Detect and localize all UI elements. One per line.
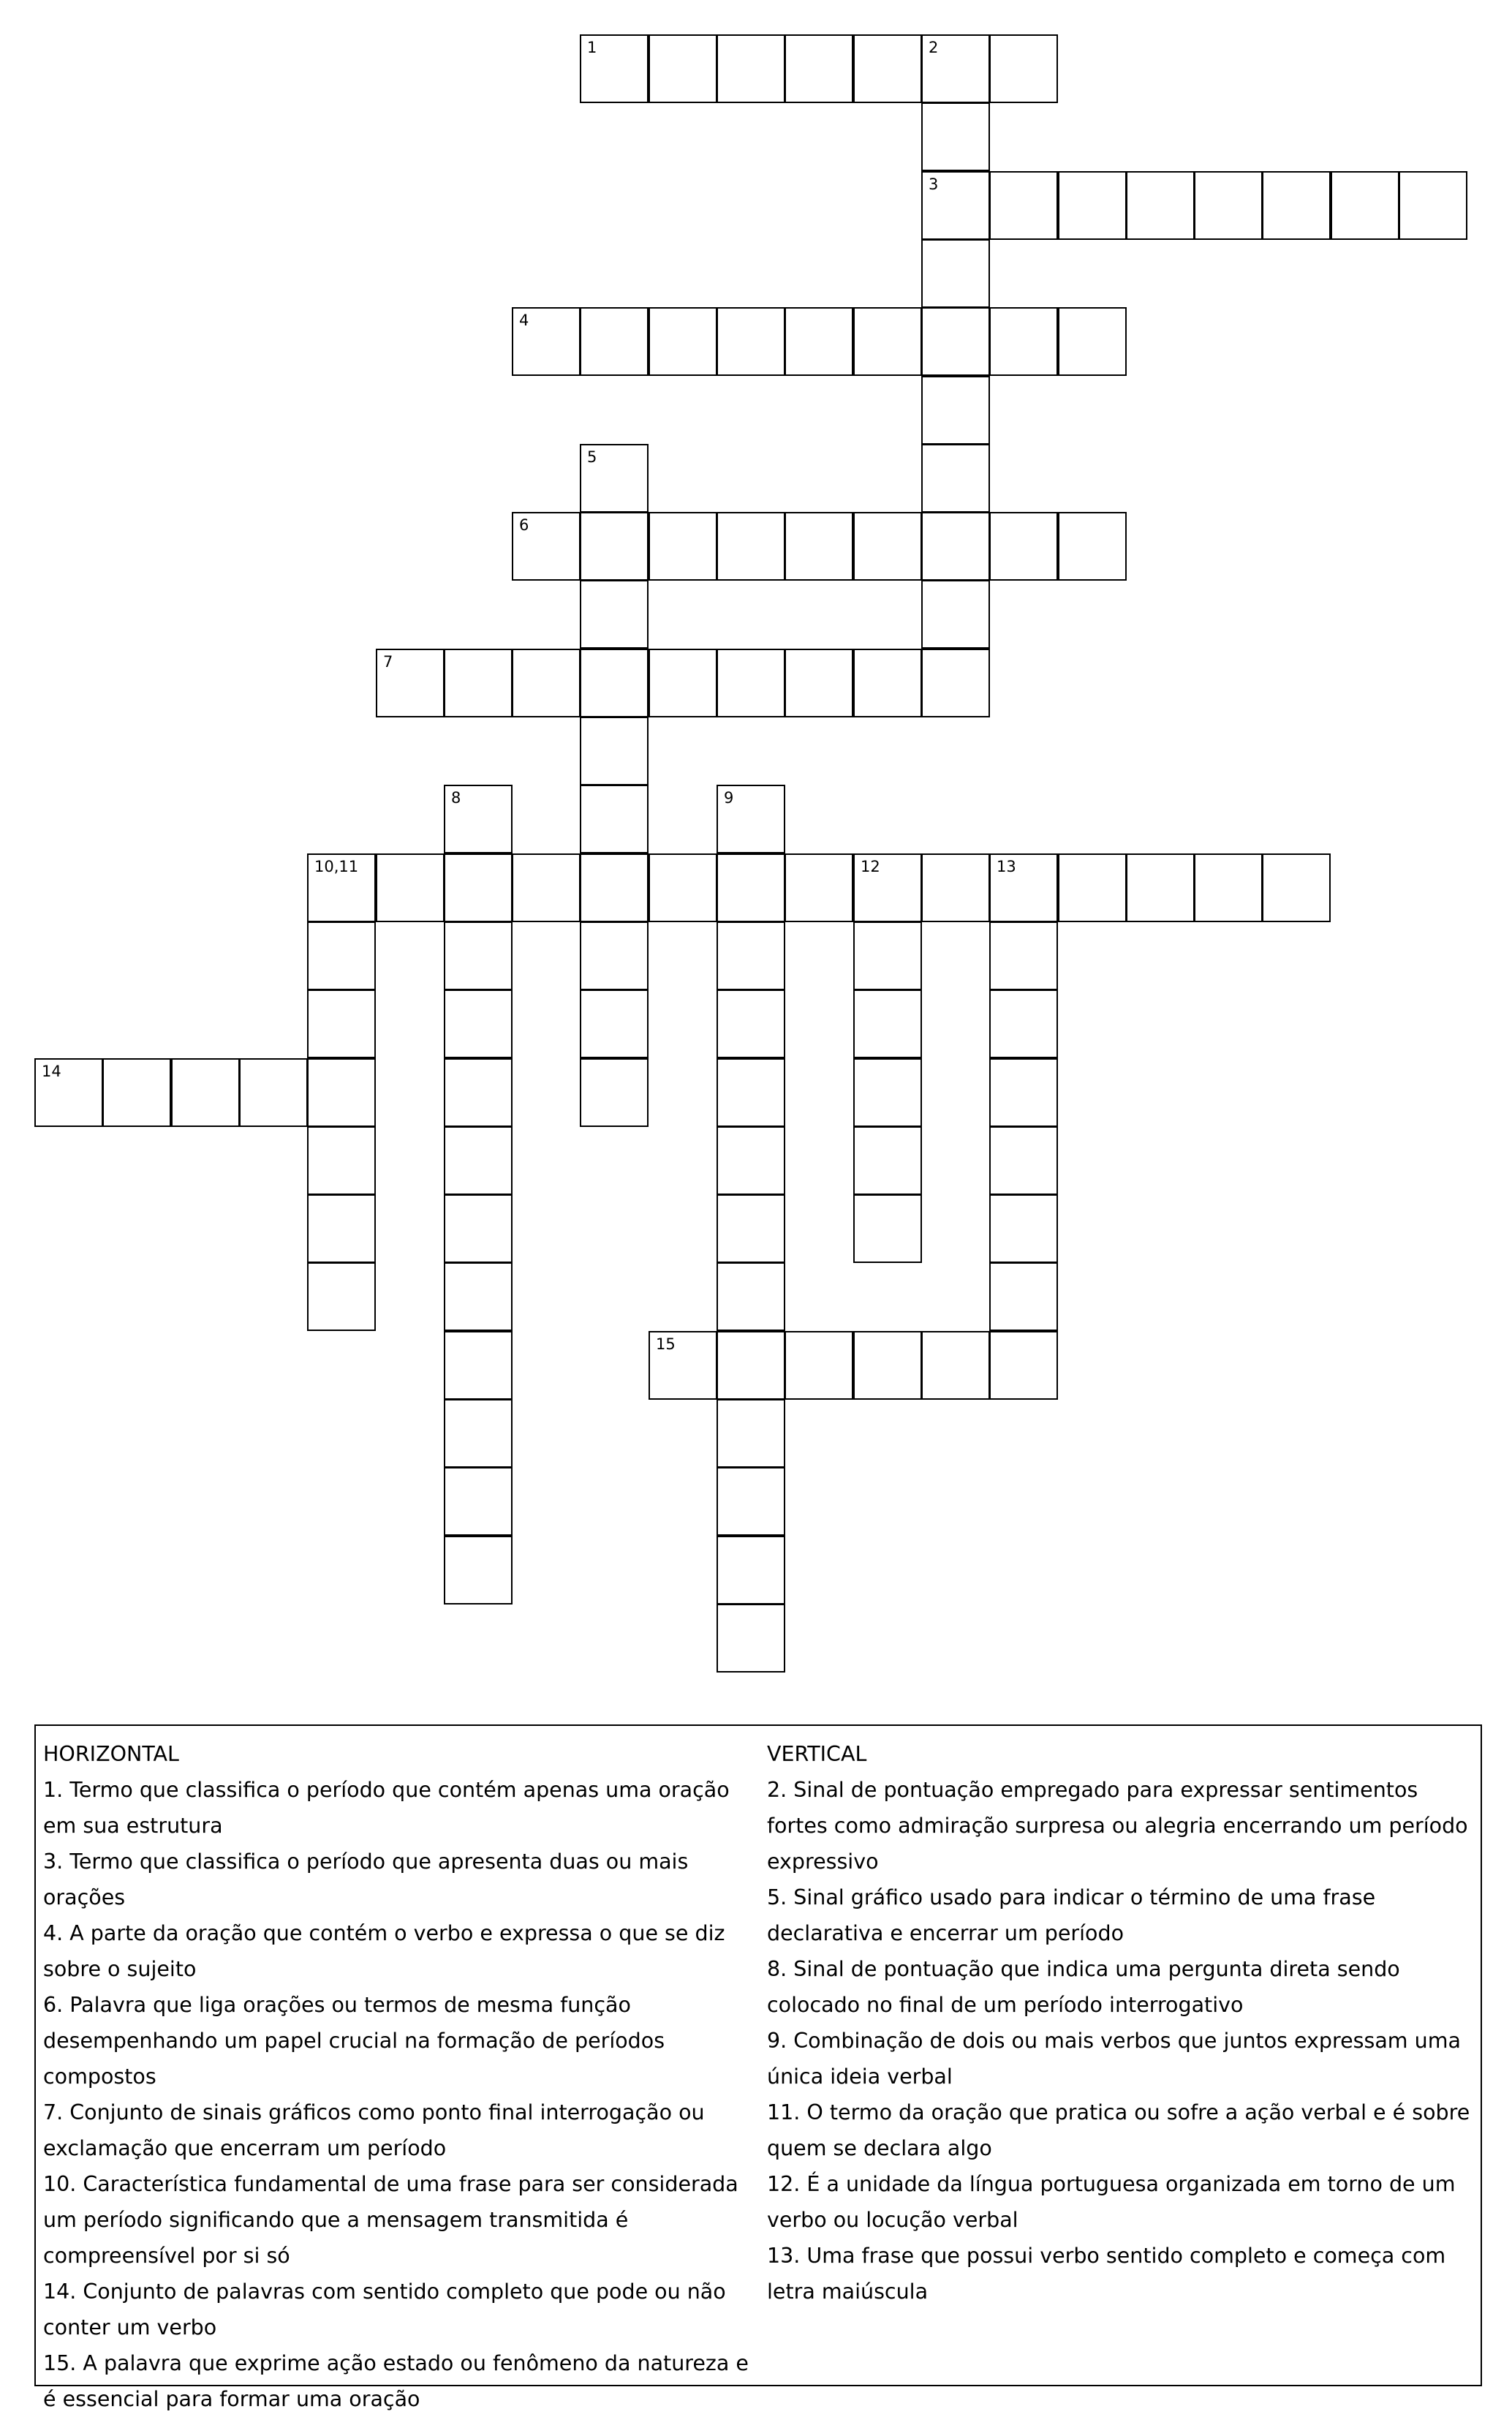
crossword-cell[interactable] — [785, 853, 853, 922]
crossword-cell[interactable] — [1058, 512, 1127, 581]
clue-number: 15 — [656, 1335, 676, 1353]
crossword-cell[interactable] — [444, 1467, 513, 1536]
crossword-cell[interactable] — [717, 785, 785, 853]
clue-number: 14 — [42, 1063, 61, 1080]
crossword-cell[interactable] — [307, 853, 376, 922]
clue-number: 3 — [929, 176, 939, 193]
clue-number: 6 — [519, 516, 529, 534]
crossword-cell[interactable] — [34, 1058, 103, 1127]
clue-across-3: 3. Termo que classifica o período que apresenta duas ou mais orações — [43, 1849, 689, 1909]
clue-across-6: 6. Palavra que liga orações ou termos de mesma função desempenhando um papel crucial na formação de períodos compostos — [43, 1993, 665, 2089]
crossword-cell[interactable] — [580, 444, 649, 513]
crossword-cell[interactable] — [649, 512, 717, 581]
crossword-cell[interactable] — [580, 785, 649, 853]
crossword-cell[interactable] — [989, 1194, 1058, 1263]
crossword-cell[interactable] — [102, 1058, 171, 1127]
crossword-cell[interactable] — [785, 307, 853, 376]
crossword-cell[interactable] — [444, 649, 513, 717]
crossword-cell[interactable] — [921, 580, 990, 649]
clue-across-15: 15. A palavra que exprime ação estado ou fenômeno da natureza e é essencial para formar uma oração — [43, 2351, 749, 2411]
crossword-cell[interactable] — [921, 376, 990, 445]
clue-number: 10,11 — [314, 858, 359, 875]
crossword-cell[interactable] — [853, 649, 922, 717]
clue-number: 8 — [451, 789, 461, 807]
clue-down-5: 5. Sinal gráfico usado para indicar o término de uma frase declarativa e encerrar um período — [767, 1885, 1376, 1945]
clue-number: 5 — [587, 448, 597, 466]
crossword-cell[interactable] — [785, 649, 853, 717]
crossword-cell[interactable] — [717, 1331, 785, 1400]
crossword-cell[interactable] — [921, 102, 990, 171]
crossword-cell[interactable] — [649, 649, 717, 717]
crossword-cell[interactable] — [580, 717, 649, 785]
crossword-cell[interactable] — [921, 239, 990, 308]
crossword-cell[interactable] — [444, 853, 513, 922]
crossword-cell[interactable] — [444, 1262, 513, 1331]
crossword-cell[interactable] — [580, 512, 649, 581]
crossword-cell[interactable] — [921, 34, 990, 103]
crossword-cell[interactable] — [717, 1467, 785, 1536]
clue-across-1: 1. Termo que classifica o período que contém apenas uma oração em sua estrutura — [43, 1778, 730, 1838]
crossword-cell[interactable] — [444, 1058, 513, 1127]
crossword-cell[interactable] — [1262, 171, 1331, 240]
crossword-cell[interactable] — [580, 649, 649, 717]
crossword-cell[interactable] — [785, 512, 853, 581]
crossword-cell[interactable] — [717, 1058, 785, 1127]
crossword-cell[interactable] — [307, 989, 376, 1058]
crossword-cell[interactable] — [1399, 171, 1467, 240]
crossword-cell[interactable] — [444, 1126, 513, 1195]
crossword-cell[interactable] — [580, 921, 649, 990]
crossword-cell[interactable] — [444, 1399, 513, 1468]
crossword-cell[interactable] — [853, 921, 922, 990]
crossword-cell[interactable] — [853, 853, 922, 922]
crossword-cell[interactable] — [989, 307, 1058, 376]
crossword-cell[interactable] — [717, 1126, 785, 1195]
crossword-cell[interactable] — [921, 171, 990, 240]
crossword-cell[interactable] — [717, 1604, 785, 1673]
crossword-cell[interactable] — [444, 921, 513, 990]
crossword-cell[interactable] — [307, 921, 376, 990]
crossword-cell[interactable] — [1126, 853, 1195, 922]
crossword-cell[interactable] — [512, 649, 581, 717]
clue-down-2: 2. Sinal de pontuação empregado para expressar sentimentos fortes como admiração surpresa ou alegria encerrando um período expressivo — [767, 1778, 1468, 1874]
crossword-cell[interactable] — [649, 1331, 717, 1400]
crossword-cell[interactable] — [1058, 307, 1127, 376]
crossword-cell[interactable] — [853, 989, 922, 1058]
crossword-cell[interactable] — [580, 307, 649, 376]
crossword-cell[interactable] — [444, 785, 513, 853]
crossword-cell[interactable] — [989, 1058, 1058, 1127]
clue-down-11: 11. O termo da oração que pratica ou sofre a ação verbal e é sobre quem se declara algo — [767, 2100, 1470, 2160]
crossword-cell[interactable] — [717, 921, 785, 990]
clue-down-9: 9. Combinação de dois ou mais verbos que juntos expressam uma única ideia verbal — [767, 2029, 1461, 2089]
crossword-cell[interactable] — [376, 649, 445, 717]
crossword-cell[interactable] — [853, 1194, 922, 1263]
clue-down-8: 8. Sinal de pontuação que indica uma pergunta direta sendo colocado no final de um período interrogativo — [767, 1957, 1400, 2017]
crossword-cell[interactable] — [717, 307, 785, 376]
crossword-cell[interactable] — [853, 1331, 922, 1400]
horizontal-title: HORIZONTAL — [43, 1742, 179, 1766]
crossword-cell[interactable] — [1262, 853, 1331, 922]
crossword-cell[interactable] — [649, 853, 717, 922]
crossword-cell[interactable] — [853, 307, 922, 376]
crossword-cell[interactable] — [1331, 171, 1399, 240]
clue-down-12: 12. É a unidade da língua portuguesa organizada em torno de um verbo ou locução verbal — [767, 2172, 1456, 2232]
crossword-cell[interactable] — [580, 580, 649, 649]
clue-number: 4 — [519, 312, 529, 329]
crossword-cell[interactable] — [853, 512, 922, 581]
crossword-cell[interactable] — [717, 1399, 785, 1468]
crossword-cell[interactable] — [580, 853, 649, 922]
clue-across-7: 7. Conjunto de sinais gráficos como ponto final interrogação ou exclamação que encerram um período — [43, 2100, 705, 2160]
clue-number: 7 — [383, 653, 393, 671]
crossword-cell[interactable] — [444, 989, 513, 1058]
crossword-cell[interactable] — [512, 853, 581, 922]
crossword-cell[interactable] — [1194, 853, 1263, 922]
crossword-cell[interactable] — [921, 1331, 990, 1400]
crossword-cell[interactable] — [512, 512, 581, 581]
crossword-cell[interactable] — [921, 649, 990, 717]
vertical-clues — [767, 1736, 1480, 2309]
clue-down-13: 13. Uma frase que possui verbo sentido completo e começa com letra maiúscula — [767, 2244, 1446, 2304]
clue-across-4: 4. A parte da oração que contém o verbo e expressa o que se diz sobre o sujeito — [43, 1921, 725, 1981]
crossword-cell[interactable] — [785, 34, 853, 103]
horizontal-clues — [43, 1736, 756, 2417]
crossword-cell[interactable] — [580, 34, 649, 103]
crossword-cell[interactable] — [989, 1262, 1058, 1331]
crossword-cell[interactable] — [649, 34, 717, 103]
crossword-cell[interactable] — [717, 34, 785, 103]
crossword-cell[interactable] — [444, 1331, 513, 1400]
crossword-cell[interactable] — [921, 853, 990, 922]
crossword-cell[interactable] — [307, 1126, 376, 1195]
crossword-cell[interactable] — [853, 1126, 922, 1195]
crossword-cell[interactable] — [717, 1194, 785, 1263]
crossword-cell[interactable] — [921, 512, 990, 581]
crossword-cell[interactable] — [171, 1058, 240, 1127]
clue-number: 12 — [861, 858, 880, 875]
crossword-cell[interactable] — [1058, 171, 1127, 240]
crossword-cell[interactable] — [307, 1194, 376, 1263]
crossword-cell[interactable] — [989, 512, 1058, 581]
crossword-cell[interactable] — [853, 1058, 922, 1127]
crossword-cell[interactable] — [444, 1536, 513, 1605]
crossword-cell[interactable] — [717, 649, 785, 717]
clue-number: 13 — [997, 858, 1016, 875]
crossword-cell[interactable] — [717, 1262, 785, 1331]
vertical-title: VERTICAL — [767, 1742, 867, 1766]
crossword-cell[interactable] — [989, 34, 1058, 103]
crossword-cell[interactable] — [1194, 171, 1263, 240]
crossword-cell[interactable] — [239, 1058, 308, 1127]
crossword-cell[interactable] — [444, 1194, 513, 1263]
crossword-cell[interactable] — [785, 1331, 853, 1400]
clues-box — [34, 1724, 1482, 2411]
crossword-cell[interactable] — [989, 1331, 1058, 1400]
crossword-cell[interactable] — [853, 34, 922, 103]
clue-number: 2 — [929, 39, 939, 56]
clue-number: 1 — [587, 39, 597, 56]
crossword-cell[interactable] — [921, 307, 990, 376]
crossword-cell[interactable] — [717, 989, 785, 1058]
crossword-cell[interactable] — [989, 171, 1058, 240]
crossword-cell[interactable] — [512, 307, 581, 376]
crossword-cell[interactable] — [989, 921, 1058, 990]
crossword-cell[interactable] — [649, 307, 717, 376]
clue-across-10: 10. Característica fundamental de uma frase para ser considerada um período significando que a mensagem transmitida é compreensível por si só — [43, 2172, 738, 2268]
clue-number: 9 — [724, 789, 734, 807]
crossword-cell[interactable] — [717, 512, 785, 581]
crossword-cell[interactable] — [989, 1126, 1058, 1195]
crossword-cell[interactable] — [376, 853, 445, 922]
crossword-cell[interactable] — [307, 1262, 376, 1331]
crossword-cell[interactable] — [1126, 171, 1195, 240]
crossword-cell[interactable] — [717, 1536, 785, 1605]
crossword-cell[interactable] — [1058, 853, 1127, 922]
clue-across-14: 14. Conjunto de palavras com sentido completo que pode ou não conter um verbo — [43, 2280, 726, 2339]
crossword-cell[interactable] — [580, 1058, 649, 1127]
crossword-cell[interactable] — [921, 444, 990, 513]
crossword-cell[interactable] — [989, 989, 1058, 1058]
crossword-cell[interactable] — [307, 1058, 376, 1127]
crossword-cell[interactable] — [717, 853, 785, 922]
crossword-cell[interactable] — [580, 989, 649, 1058]
crossword-cell[interactable] — [989, 853, 1058, 922]
